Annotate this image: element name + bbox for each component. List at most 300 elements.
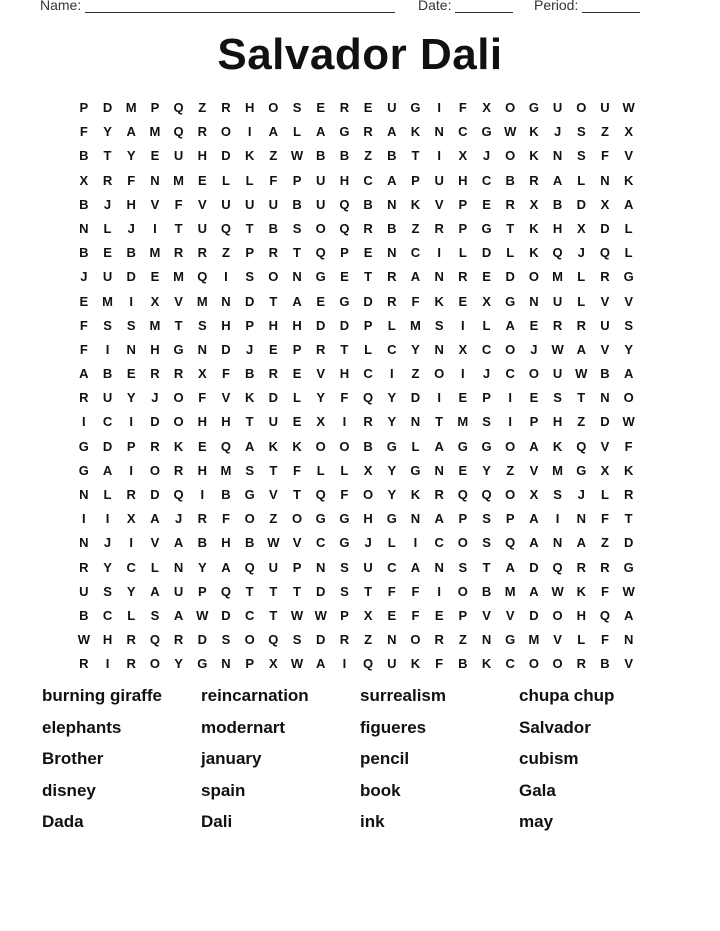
grid-letter[interactable]: G bbox=[623, 559, 634, 575]
grid-letter[interactable]: U bbox=[552, 366, 563, 382]
grid-letter[interactable]: E bbox=[482, 269, 491, 285]
grid-letter[interactable]: L bbox=[577, 293, 586, 309]
grid-letter[interactable]: T bbox=[103, 148, 112, 164]
grid-letter[interactable]: I bbox=[247, 124, 252, 140]
grid-letter[interactable]: A bbox=[623, 196, 634, 212]
grid-letter[interactable]: X bbox=[126, 511, 136, 527]
grid-letter[interactable]: V bbox=[221, 390, 231, 406]
grid-letter[interactable]: E bbox=[458, 390, 468, 406]
grid-letter[interactable]: L bbox=[577, 632, 586, 648]
grid-letter[interactable]: S bbox=[103, 317, 112, 333]
grid-letter[interactable]: R bbox=[173, 245, 184, 261]
grid-letter[interactable]: D bbox=[244, 293, 255, 309]
grid-letter[interactable]: O bbox=[220, 124, 232, 140]
grid-letter[interactable]: P bbox=[458, 196, 468, 212]
grid-letter[interactable]: R bbox=[339, 632, 350, 648]
grid-letter[interactable]: G bbox=[410, 462, 421, 478]
grid-letter[interactable]: A bbox=[221, 559, 231, 575]
grid-letter[interactable]: H bbox=[552, 220, 563, 236]
grid-letter[interactable]: M bbox=[173, 172, 185, 188]
grid-letter[interactable]: W bbox=[290, 148, 304, 164]
grid-letter[interactable]: S bbox=[624, 317, 633, 333]
grid-letter[interactable]: T bbox=[293, 245, 301, 261]
grid-letter[interactable]: E bbox=[458, 462, 468, 478]
grid-letter[interactable]: D bbox=[268, 390, 279, 406]
grid-letter[interactable]: A bbox=[316, 656, 326, 672]
grid-letter[interactable]: A bbox=[150, 583, 160, 599]
grid-letter[interactable]: P bbox=[529, 414, 539, 430]
grid-letter[interactable]: B bbox=[221, 487, 231, 502]
grid-letter[interactable]: N bbox=[79, 220, 89, 236]
grid-letter[interactable]: A bbox=[173, 535, 184, 551]
grid-letter[interactable]: L bbox=[364, 341, 373, 357]
grid-letter[interactable]: Y bbox=[387, 414, 397, 430]
grid-letter[interactable]: Y bbox=[126, 390, 136, 406]
grid-letter[interactable]: L bbox=[387, 535, 396, 551]
grid-letter[interactable]: V bbox=[600, 293, 610, 309]
grid-letter[interactable]: S bbox=[292, 220, 302, 236]
grid-letter[interactable]: I bbox=[200, 487, 205, 502]
grid-letter[interactable]: E bbox=[150, 148, 160, 164]
grid-letter[interactable]: P bbox=[363, 317, 373, 333]
grid-letter[interactable]: A bbox=[150, 511, 160, 527]
grid-letter[interactable]: Z bbox=[600, 535, 609, 551]
grid-letter[interactable]: B bbox=[244, 535, 255, 551]
grid-letter[interactable]: R bbox=[600, 269, 610, 285]
grid-letter[interactable]: O bbox=[149, 462, 160, 478]
grid-letter[interactable]: Q bbox=[505, 535, 516, 551]
grid-letter[interactable]: U bbox=[268, 196, 279, 212]
grid-letter[interactable]: N bbox=[221, 656, 231, 672]
grid-letter[interactable]: Q bbox=[363, 390, 374, 406]
grid-letter[interactable]: N bbox=[552, 148, 563, 164]
grid-letter[interactable]: S bbox=[245, 269, 254, 285]
grid-letter[interactable]: G bbox=[78, 438, 89, 454]
grid-letter[interactable]: A bbox=[529, 583, 539, 599]
grid-letter[interactable]: U bbox=[268, 559, 279, 575]
grid-letter[interactable]: D bbox=[529, 559, 539, 575]
grid-letter[interactable]: O bbox=[528, 269, 539, 285]
grid-letter[interactable]: L bbox=[127, 607, 136, 623]
grid-letter[interactable]: P bbox=[292, 559, 302, 575]
grid-letter[interactable]: T bbox=[364, 269, 373, 285]
grid-letter[interactable]: R bbox=[126, 487, 136, 502]
grid-letter[interactable]: K bbox=[434, 293, 444, 309]
grid-letter[interactable]: X bbox=[482, 100, 491, 115]
grid-letter[interactable]: I bbox=[461, 366, 465, 382]
grid-letter[interactable]: R bbox=[221, 100, 231, 115]
grid-letter[interactable]: N bbox=[79, 487, 89, 502]
grid-letter[interactable]: D bbox=[221, 148, 231, 164]
grid-letter[interactable]: U bbox=[173, 148, 184, 164]
grid-letter[interactable]: U bbox=[268, 414, 279, 430]
grid-letter[interactable]: F bbox=[79, 124, 88, 140]
grid-letter[interactable]: S bbox=[340, 583, 349, 599]
grid-letter[interactable]: S bbox=[126, 317, 136, 333]
grid-letter[interactable]: V bbox=[434, 196, 444, 212]
grid-letter[interactable]: B bbox=[244, 366, 255, 382]
grid-letter[interactable]: J bbox=[577, 487, 585, 502]
grid-letter[interactable]: U bbox=[173, 583, 184, 599]
grid-letter[interactable]: R bbox=[552, 317, 563, 333]
grid-letter[interactable]: N bbox=[434, 341, 444, 357]
grid-letter[interactable]: V bbox=[505, 607, 515, 623]
grid-letter[interactable]: T bbox=[364, 583, 373, 599]
grid-letter[interactable]: W bbox=[622, 414, 635, 430]
grid-letter[interactable]: F bbox=[174, 196, 183, 212]
grid-letter[interactable]: M bbox=[410, 317, 421, 333]
grid-letter[interactable]: S bbox=[103, 583, 112, 599]
grid-letter[interactable]: N bbox=[434, 124, 444, 140]
grid-letter[interactable]: N bbox=[434, 462, 444, 478]
grid-letter[interactable]: R bbox=[600, 559, 610, 575]
grid-letter[interactable]: R bbox=[79, 559, 89, 575]
grid-letter[interactable]: D bbox=[363, 293, 373, 309]
grid-letter[interactable]: N bbox=[316, 559, 326, 575]
grid-letter[interactable]: I bbox=[105, 511, 110, 527]
grid-letter[interactable]: A bbox=[410, 269, 421, 285]
grid-letter[interactable]: H bbox=[197, 462, 207, 478]
grid-letter[interactable]: T bbox=[174, 220, 183, 236]
grid-letter[interactable]: R bbox=[197, 245, 207, 261]
grid-letter[interactable]: E bbox=[269, 341, 278, 357]
grid-letter[interactable]: F bbox=[293, 462, 301, 478]
grid-letter[interactable]: V bbox=[269, 487, 278, 502]
grid-letter[interactable]: U bbox=[387, 100, 397, 115]
grid-letter[interactable]: Y bbox=[126, 583, 136, 599]
grid-letter[interactable]: O bbox=[244, 632, 255, 648]
grid-letter[interactable]: B bbox=[552, 196, 563, 212]
grid-letter[interactable]: I bbox=[437, 583, 441, 599]
grid-letter[interactable]: F bbox=[600, 148, 609, 164]
grid-letter[interactable]: U bbox=[434, 172, 444, 188]
grid-letter[interactable]: O bbox=[149, 656, 160, 672]
grid-letter[interactable]: I bbox=[129, 535, 134, 551]
grid-letter[interactable]: H bbox=[102, 632, 113, 648]
grid-letter[interactable]: T bbox=[435, 414, 444, 430]
grid-letter[interactable]: U bbox=[387, 656, 397, 672]
grid-letter[interactable]: T bbox=[245, 220, 254, 236]
grid-letter[interactable]: F bbox=[269, 172, 278, 188]
grid-letter[interactable]: R bbox=[79, 656, 89, 672]
grid-letter[interactable]: E bbox=[79, 293, 89, 309]
grid-letter[interactable]: Y bbox=[387, 390, 397, 406]
grid-letter[interactable]: G bbox=[410, 100, 421, 115]
grid-letter[interactable]: E bbox=[292, 414, 302, 430]
grid-letter[interactable]: P bbox=[245, 245, 254, 261]
grid-letter[interactable]: S bbox=[292, 100, 302, 115]
grid-letter[interactable]: O bbox=[410, 632, 421, 648]
grid-letter[interactable]: B bbox=[387, 220, 397, 236]
grid-letter[interactable]: W bbox=[575, 366, 588, 382]
grid-letter[interactable]: L bbox=[624, 220, 633, 236]
grid-letter[interactable]: C bbox=[363, 172, 373, 188]
grid-letter[interactable]: P bbox=[458, 607, 468, 623]
grid-letter[interactable]: X bbox=[624, 124, 633, 140]
grid-letter[interactable]: G bbox=[339, 511, 350, 527]
grid-letter[interactable]: W bbox=[551, 341, 564, 357]
grid-letter[interactable]: Z bbox=[458, 632, 467, 648]
grid-letter[interactable]: T bbox=[245, 583, 254, 599]
grid-letter[interactable]: T bbox=[293, 487, 301, 502]
grid-letter[interactable]: P bbox=[505, 511, 515, 527]
grid-letter[interactable]: D bbox=[126, 269, 136, 285]
grid-letter[interactable]: K bbox=[623, 172, 634, 188]
grid-letter[interactable]: K bbox=[410, 124, 421, 140]
grid-letter[interactable]: G bbox=[481, 124, 492, 140]
grid-letter[interactable]: O bbox=[268, 269, 279, 285]
grid-letter[interactable]: P bbox=[150, 100, 160, 115]
grid-letter[interactable]: P bbox=[79, 100, 89, 115]
grid-letter[interactable]: S bbox=[482, 535, 491, 551]
grid-letter[interactable]: M bbox=[552, 462, 564, 478]
grid-letter[interactable]: U bbox=[102, 390, 113, 406]
grid-letter[interactable]: D bbox=[529, 607, 539, 623]
grid-letter[interactable]: Q bbox=[599, 607, 611, 623]
grid-letter[interactable]: E bbox=[197, 172, 207, 188]
grid-letter[interactable]: V bbox=[150, 535, 160, 551]
grid-letter[interactable]: U bbox=[600, 100, 610, 115]
grid-letter[interactable]: A bbox=[79, 366, 89, 382]
grid-letter[interactable]: G bbox=[528, 100, 539, 115]
grid-letter[interactable]: V bbox=[624, 293, 633, 309]
grid-letter[interactable]: E bbox=[529, 317, 539, 333]
grid-letter[interactable]: D bbox=[576, 196, 586, 212]
grid-letter[interactable]: K bbox=[173, 438, 184, 454]
grid-letter[interactable]: R bbox=[316, 341, 326, 357]
grid-letter[interactable]: F bbox=[600, 583, 609, 599]
grid-letter[interactable]: X bbox=[316, 414, 326, 430]
grid-letter[interactable]: V bbox=[482, 607, 491, 623]
grid-letter[interactable]: H bbox=[197, 148, 207, 164]
grid-letter[interactable]: T bbox=[269, 607, 278, 623]
grid-letter[interactable]: R bbox=[173, 366, 184, 382]
grid-letter[interactable]: A bbox=[505, 559, 515, 575]
grid-letter[interactable]: R bbox=[197, 124, 207, 140]
grid-letter[interactable]: P bbox=[245, 656, 254, 672]
grid-letter[interactable]: I bbox=[437, 245, 441, 261]
grid-letter[interactable]: A bbox=[552, 172, 563, 188]
grid-letter[interactable]: S bbox=[197, 317, 207, 333]
grid-letter[interactable]: E bbox=[292, 366, 302, 382]
grid-letter[interactable]: X bbox=[197, 366, 207, 382]
grid-letter[interactable]: H bbox=[221, 317, 231, 333]
grid-letter[interactable]: L bbox=[150, 559, 159, 575]
grid-letter[interactable]: J bbox=[80, 269, 88, 285]
grid-letter[interactable]: H bbox=[150, 341, 160, 357]
grid-letter[interactable]: Y bbox=[411, 341, 420, 357]
grid-letter[interactable]: J bbox=[364, 535, 372, 551]
grid-letter[interactable]: M bbox=[173, 269, 185, 285]
grid-letter[interactable]: I bbox=[342, 414, 347, 430]
grid-letter[interactable]: Z bbox=[269, 148, 278, 164]
grid-letter[interactable]: C bbox=[126, 559, 136, 575]
grid-letter[interactable]: Q bbox=[220, 220, 232, 236]
grid-letter[interactable]: L bbox=[482, 317, 491, 333]
grid-letter[interactable]: G bbox=[339, 124, 350, 140]
grid-letter[interactable]: D bbox=[197, 632, 207, 648]
grid-letter[interactable]: P bbox=[292, 341, 302, 357]
grid-letter[interactable]: H bbox=[339, 366, 350, 382]
grid-letter[interactable]: G bbox=[386, 438, 397, 454]
grid-letter[interactable]: J bbox=[174, 511, 183, 527]
grid-letter[interactable]: B bbox=[339, 148, 350, 164]
grid-letter[interactable]: S bbox=[340, 559, 349, 575]
grid-letter[interactable]: Z bbox=[600, 124, 609, 140]
grid-letter[interactable]: C bbox=[410, 245, 421, 261]
grid-letter[interactable]: O bbox=[528, 656, 539, 672]
grid-letter[interactable]: R bbox=[102, 172, 113, 188]
grid-letter[interactable]: S bbox=[292, 632, 302, 648]
grid-letter[interactable]: D bbox=[150, 487, 160, 502]
grid-letter[interactable]: X bbox=[363, 607, 373, 623]
grid-letter[interactable]: U bbox=[552, 100, 563, 115]
grid-letter[interactable]: I bbox=[508, 414, 513, 430]
grid-letter[interactable]: G bbox=[623, 269, 634, 285]
grid-letter[interactable]: R bbox=[434, 487, 444, 502]
grid-letter[interactable]: N bbox=[387, 632, 397, 648]
grid-letter[interactable]: Y bbox=[103, 559, 112, 575]
grid-letter[interactable]: R bbox=[339, 100, 350, 115]
grid-letter[interactable]: G bbox=[386, 511, 397, 527]
grid-letter[interactable]: U bbox=[552, 293, 563, 309]
grid-letter[interactable]: F bbox=[411, 583, 420, 599]
grid-letter[interactable]: J bbox=[482, 148, 491, 164]
grid-letter[interactable]: Q bbox=[244, 559, 255, 575]
grid-letter[interactable]: G bbox=[315, 511, 326, 527]
grid-letter[interactable]: L bbox=[245, 172, 254, 188]
grid-letter[interactable]: Q bbox=[363, 656, 374, 672]
grid-letter[interactable]: N bbox=[434, 269, 444, 285]
grid-letter[interactable]: I bbox=[82, 511, 86, 527]
grid-letter[interactable]: O bbox=[623, 390, 634, 406]
grid-letter[interactable]: W bbox=[77, 632, 90, 648]
grid-letter[interactable]: W bbox=[314, 607, 327, 623]
grid-letter[interactable]: R bbox=[576, 559, 586, 575]
grid-letter[interactable]: N bbox=[221, 293, 231, 309]
grid-letter[interactable]: R bbox=[505, 196, 515, 212]
grid-letter[interactable]: O bbox=[505, 487, 516, 502]
grid-letter[interactable]: E bbox=[316, 293, 326, 309]
grid-letter[interactable]: I bbox=[224, 269, 228, 285]
grid-letter[interactable]: B bbox=[505, 172, 515, 188]
grid-letter[interactable]: N bbox=[481, 632, 492, 648]
grid-letter[interactable]: A bbox=[410, 559, 421, 575]
grid-letter[interactable]: O bbox=[505, 100, 516, 115]
grid-letter[interactable]: Y bbox=[624, 341, 633, 357]
grid-letter[interactable]: D bbox=[316, 317, 326, 333]
grid-letter[interactable]: H bbox=[244, 100, 255, 115]
grid-letter[interactable]: E bbox=[150, 269, 160, 285]
grid-letter[interactable]: G bbox=[339, 535, 350, 551]
grid-letter[interactable]: R bbox=[363, 220, 373, 236]
grid-letter[interactable]: A bbox=[292, 293, 302, 309]
grid-letter[interactable]: Z bbox=[506, 462, 515, 478]
grid-letter[interactable]: N bbox=[576, 511, 586, 527]
grid-letter[interactable]: W bbox=[622, 100, 635, 115]
grid-letter[interactable]: Z bbox=[364, 632, 373, 648]
grid-letter[interactable]: I bbox=[129, 462, 134, 478]
grid-letter[interactable]: V bbox=[600, 341, 610, 357]
grid-letter[interactable]: U bbox=[244, 196, 255, 212]
grid-letter[interactable]: Y bbox=[316, 390, 326, 406]
grid-letter[interactable]: O bbox=[268, 100, 279, 115]
grid-letter[interactable]: N bbox=[387, 196, 397, 212]
grid-letter[interactable]: Z bbox=[364, 148, 373, 164]
grid-letter[interactable]: I bbox=[555, 511, 560, 527]
grid-letter[interactable]: O bbox=[244, 511, 255, 527]
grid-letter[interactable]: G bbox=[505, 632, 516, 648]
grid-letter[interactable]: R bbox=[197, 511, 207, 527]
grid-letter[interactable]: I bbox=[461, 317, 465, 333]
grid-letter[interactable]: B bbox=[197, 535, 207, 551]
grid-letter[interactable]: F bbox=[79, 317, 88, 333]
grid-letter[interactable]: X bbox=[576, 220, 586, 236]
grid-letter[interactable]: T bbox=[269, 293, 278, 309]
grid-letter[interactable]: A bbox=[529, 535, 539, 551]
grid-letter[interactable]: P bbox=[458, 220, 468, 236]
grid-letter[interactable]: V bbox=[292, 535, 302, 551]
grid-letter[interactable]: M bbox=[149, 124, 161, 140]
date-field[interactable] bbox=[418, 0, 513, 13]
grid-letter[interactable]: B bbox=[363, 438, 373, 454]
grid-letter[interactable]: X bbox=[150, 293, 160, 309]
grid-letter[interactable]: F bbox=[600, 632, 609, 648]
grid-letter[interactable]: P bbox=[482, 390, 491, 406]
grid-letter[interactable]: R bbox=[268, 366, 279, 382]
grid-letter[interactable]: A bbox=[387, 172, 397, 188]
grid-letter[interactable]: C bbox=[244, 607, 255, 623]
grid-letter[interactable]: L bbox=[411, 438, 420, 454]
grid-letter[interactable]: B bbox=[387, 148, 397, 164]
grid-letter[interactable]: L bbox=[221, 172, 230, 188]
grid-letter[interactable]: I bbox=[437, 148, 441, 164]
grid-letter[interactable]: W bbox=[290, 656, 304, 672]
grid-letter[interactable]: G bbox=[457, 438, 468, 454]
grid-letter[interactable]: Q bbox=[173, 100, 184, 115]
grid-letter[interactable]: O bbox=[552, 656, 563, 672]
grid-letter[interactable]: A bbox=[434, 511, 444, 527]
grid-letter[interactable]: I bbox=[437, 390, 441, 406]
grid-letter[interactable]: O bbox=[505, 438, 516, 454]
grid-letter[interactable]: T bbox=[577, 390, 586, 406]
grid-letter[interactable]: A bbox=[126, 124, 136, 140]
grid-letter[interactable]: Q bbox=[576, 438, 587, 454]
grid-letter[interactable]: Y bbox=[387, 462, 397, 478]
grid-letter[interactable]: C bbox=[102, 414, 113, 430]
grid-letter[interactable]: B bbox=[600, 656, 610, 672]
grid-letter[interactable]: M bbox=[196, 293, 208, 309]
grid-letter[interactable]: J bbox=[127, 220, 135, 236]
grid-letter[interactable]: L bbox=[600, 487, 609, 502]
grid-letter[interactable]: A bbox=[529, 511, 539, 527]
grid-letter[interactable]: Z bbox=[411, 366, 420, 382]
grid-letter[interactable]: H bbox=[552, 414, 563, 430]
grid-letter[interactable]: X bbox=[269, 656, 278, 672]
grid-letter[interactable]: G bbox=[78, 462, 89, 478]
grid-letter[interactable]: X bbox=[529, 487, 539, 502]
grid-letter[interactable]: E bbox=[363, 100, 373, 115]
grid-letter[interactable]: G bbox=[197, 656, 208, 672]
grid-letter[interactable]: O bbox=[173, 414, 184, 430]
grid-letter[interactable]: H bbox=[458, 172, 468, 188]
grid-letter[interactable]: V bbox=[600, 438, 610, 454]
grid-letter[interactable]: Q bbox=[339, 196, 350, 212]
grid-letter[interactable]: Q bbox=[173, 487, 184, 502]
grid-letter[interactable]: H bbox=[197, 414, 207, 430]
grid-letter[interactable]: F bbox=[624, 438, 633, 454]
grid-letter[interactable]: Y bbox=[482, 462, 491, 478]
